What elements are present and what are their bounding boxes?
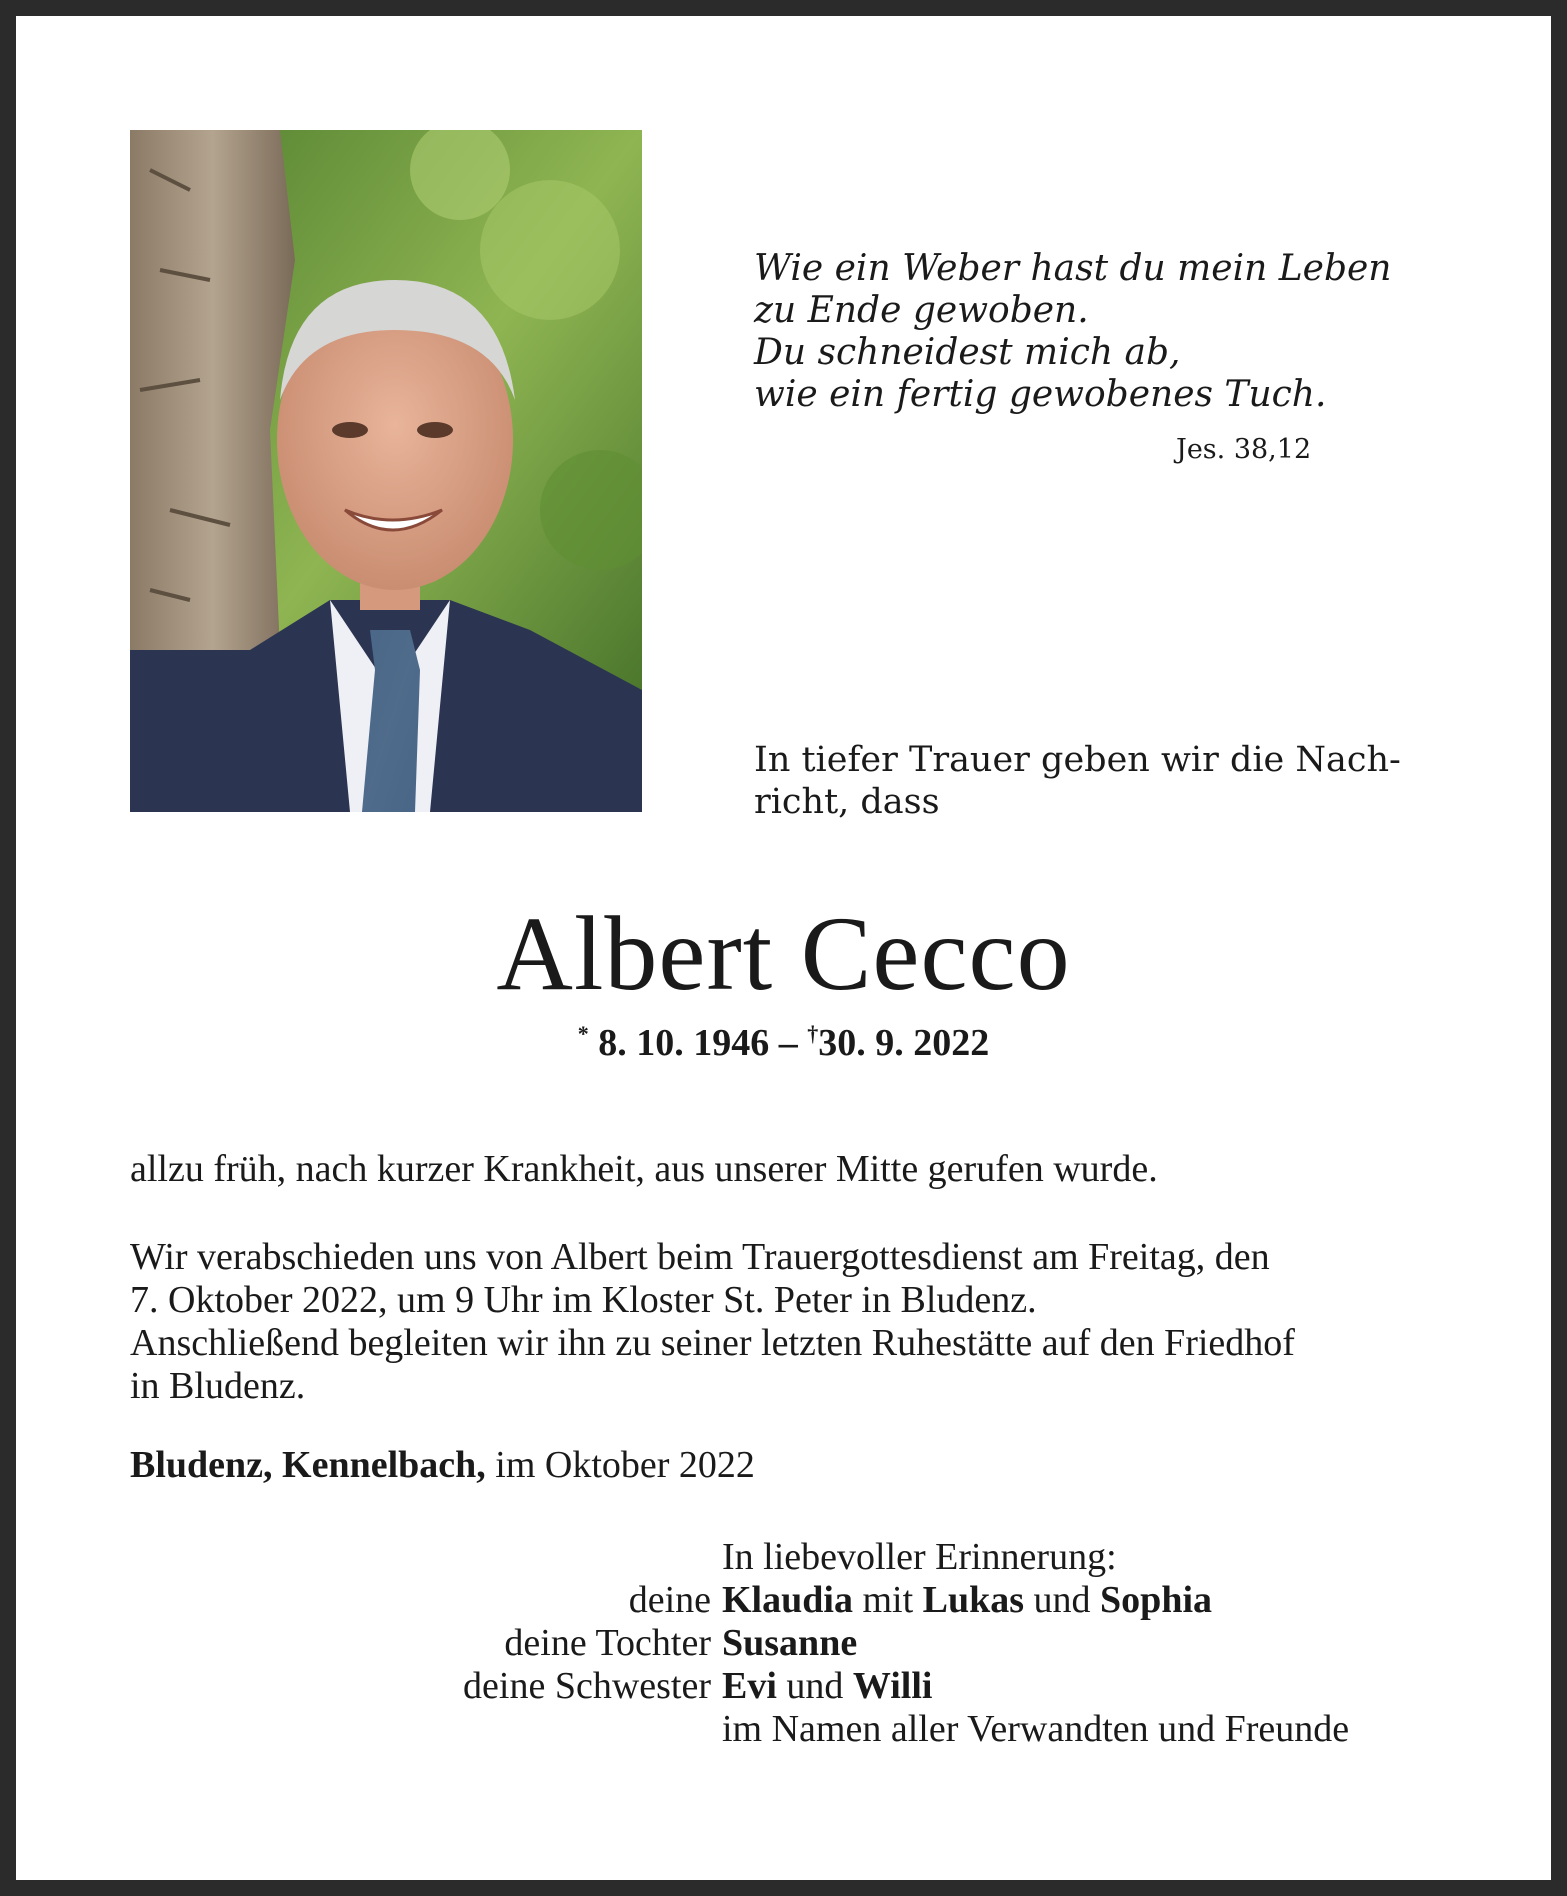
birth-date: 8. 10. 1946: [598, 1022, 770, 1064]
place-and-date: [130, 1444, 1460, 1487]
paragraph-line: Anschließend begleiten wir ihn zu seiner letzten Ruhestätte auf den Friedhof: [130, 1322, 1295, 1364]
verse-line: Wie ein Weber hast du mein Leben: [754, 248, 1392, 289]
mourner-relation: deine Tochter: [504, 1622, 711, 1664]
verse-line: zu Ende gewoben.: [754, 290, 1089, 331]
intro-line: richt, dass: [754, 782, 940, 822]
life-dates: [16, 1021, 1551, 1065]
mourner-name: Klaudia: [722, 1579, 853, 1621]
paragraph-passing: [130, 1148, 1460, 1191]
verse-line: wie ein fertig gewobenes Tuch.: [754, 374, 1327, 415]
paragraph-line: in Bludenz.: [130, 1365, 306, 1407]
mourner-name: Willi: [852, 1665, 933, 1707]
mourner-row: [16, 1665, 1551, 1708]
death-symbol: †: [807, 1021, 819, 1046]
paragraph-line: 7. Oktober 2022, um 9 Uhr im Kloster St. Peter in Bludenz.: [130, 1279, 1037, 1321]
deceased-name: Albert Cecco: [496, 895, 1071, 1012]
signoff-closing: im Namen aller Verwandten und Freunde: [722, 1708, 1350, 1750]
verse-reference: Jes. 38,12: [1176, 434, 1312, 465]
mourner-relation: deine: [628, 1579, 711, 1621]
conjunction: und: [1024, 1579, 1101, 1621]
conjunction: und: [776, 1665, 853, 1707]
paragraph-line: Wir verabschieden uns von Albert beim Trauergottesdienst am Freitag, den: [130, 1236, 1270, 1278]
announcement-date: im Oktober 2022: [485, 1444, 755, 1486]
death-date: 30. 9. 2022: [818, 1022, 990, 1064]
paragraph-line: allzu früh, nach kurzer Krankheit, aus unserer Mitte gerufen wurde.: [130, 1148, 1158, 1190]
verse-line: Du schneidest mich ab,: [754, 332, 1181, 373]
intro-text: [754, 739, 1454, 823]
mourner-row: [16, 1622, 1551, 1665]
mourner-name: Sophia: [1100, 1579, 1213, 1621]
mourner-relation: deine Schwester: [463, 1665, 711, 1707]
mourner-row: [16, 1579, 1551, 1622]
paragraph-funeral: [130, 1236, 1460, 1408]
birth-symbol: *: [577, 1021, 589, 1046]
places: Bludenz, Kennelbach,: [130, 1444, 486, 1486]
date-dash: –: [769, 1022, 808, 1064]
signoff-heading: In liebevoller Erinnerung:: [722, 1536, 1117, 1578]
mourner-name: Susanne: [722, 1622, 858, 1664]
portrait-image: [130, 130, 642, 812]
bible-verse: [754, 248, 1392, 416]
conjunction: mit: [852, 1579, 923, 1621]
portrait-photo: [130, 130, 642, 812]
signoff-block: [16, 1536, 1551, 1751]
mourner-name: Lukas: [922, 1579, 1025, 1621]
intro-line: In tiefer Trauer geben wir die Nach-: [754, 740, 1401, 780]
obituary-page: [16, 16, 1551, 1880]
mourner-name: Evi: [722, 1665, 777, 1707]
